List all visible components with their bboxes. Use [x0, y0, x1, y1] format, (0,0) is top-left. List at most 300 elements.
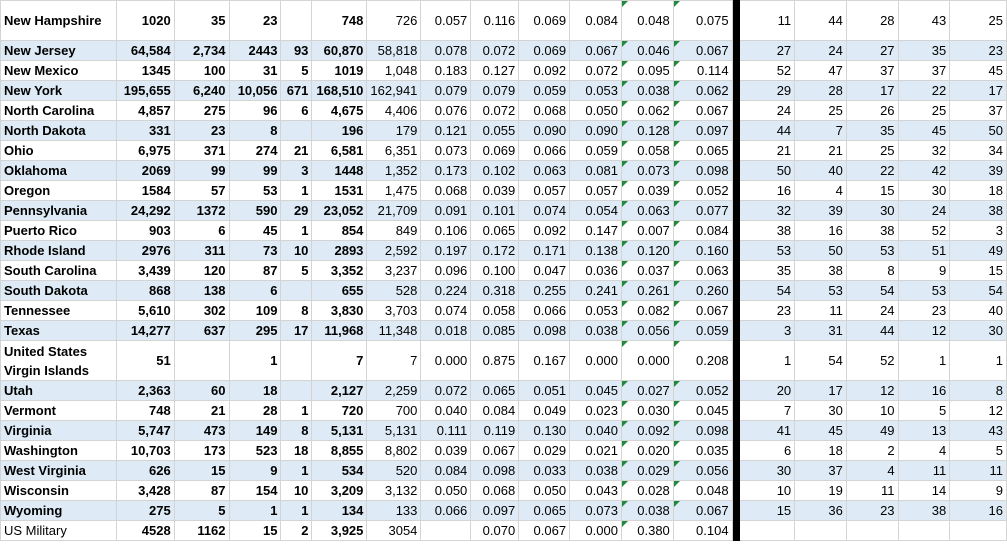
cell-c2[interactable]: 637: [174, 321, 229, 341]
cell-r2[interactable]: 0.085: [471, 321, 519, 341]
cell-r1[interactable]: 0.039: [421, 441, 471, 461]
cell-r5[interactable]: 0.038: [621, 81, 673, 101]
cell-r1[interactable]: 0.084: [421, 461, 471, 481]
cell-r5[interactable]: 0.062: [621, 101, 673, 121]
cell-r4[interactable]: 0.084: [570, 1, 622, 41]
row-label-cell[interactable]: Oregon: [1, 181, 117, 201]
cell-c1[interactable]: 2069: [116, 161, 174, 181]
cell-c5[interactable]: 3,830: [312, 301, 367, 321]
cell-k5[interactable]: 17: [950, 81, 1007, 101]
cell-k2[interactable]: 21: [795, 141, 847, 161]
cell-k3[interactable]: 27: [846, 41, 898, 61]
cell-k2[interactable]: 30: [795, 401, 847, 421]
cell-k3[interactable]: 28: [846, 1, 898, 41]
cell-r1[interactable]: 0.173: [421, 161, 471, 181]
cell-r2[interactable]: 0.067: [471, 441, 519, 461]
cell-c2[interactable]: 173: [174, 441, 229, 461]
cell-k3[interactable]: 26: [846, 101, 898, 121]
cell-k4[interactable]: 14: [898, 481, 950, 501]
cell-r3[interactable]: 0.255: [519, 281, 570, 301]
cell-r6[interactable]: 0.077: [673, 201, 732, 221]
row-label-cell[interactable]: US Military: [1, 521, 117, 541]
cell-r2[interactable]: 0.065: [471, 221, 519, 241]
cell-r4[interactable]: 0.045: [570, 381, 622, 401]
row-label-cell[interactable]: Pennsylvania: [1, 201, 117, 221]
cell-r3[interactable]: 0.167: [519, 341, 570, 381]
cell-k5[interactable]: 9: [950, 481, 1007, 501]
cell-r6[interactable]: 0.067: [673, 41, 732, 61]
cell-k4[interactable]: 4: [898, 441, 950, 461]
cell-c1[interactable]: 748: [116, 401, 174, 421]
cell-c6[interactable]: 849: [367, 221, 421, 241]
cell-k5[interactable]: 45: [950, 61, 1007, 81]
cell-k4[interactable]: 13: [898, 421, 950, 441]
cell-r1[interactable]: 0.072: [421, 381, 471, 401]
cell-r1[interactable]: 0.121: [421, 121, 471, 141]
cell-k5[interactable]: 37: [950, 101, 1007, 121]
cell-c3[interactable]: 45: [229, 221, 281, 241]
cell-c3[interactable]: 28: [229, 401, 281, 421]
cell-k5[interactable]: 5: [950, 441, 1007, 461]
cell-c1[interactable]: 903: [116, 221, 174, 241]
cell-c2[interactable]: 302: [174, 301, 229, 321]
cell-k5[interactable]: 23: [950, 41, 1007, 61]
cell-c5[interactable]: 23,052: [312, 201, 367, 221]
cell-r6[interactable]: 0.048: [673, 481, 732, 501]
cell-c2[interactable]: 35: [174, 1, 229, 41]
cell-r4[interactable]: 0.023: [570, 401, 622, 421]
row-label-cell[interactable]: North Carolina: [1, 101, 117, 121]
cell-r6[interactable]: 0.059: [673, 321, 732, 341]
row-label-cell[interactable]: Ohio: [1, 141, 117, 161]
cell-r4[interactable]: 0.054: [570, 201, 622, 221]
cell-c1[interactable]: 4,857: [116, 101, 174, 121]
cell-k3[interactable]: 8: [846, 261, 898, 281]
cell-c2[interactable]: 99: [174, 161, 229, 181]
cell-c3[interactable]: 109: [229, 301, 281, 321]
cell-k1[interactable]: 38: [739, 221, 795, 241]
cell-k4[interactable]: 25: [898, 101, 950, 121]
cell-k3[interactable]: 35: [846, 121, 898, 141]
cell-c4[interactable]: 3: [281, 161, 312, 181]
cell-r3[interactable]: 0.092: [519, 61, 570, 81]
cell-r6[interactable]: 0.097: [673, 121, 732, 141]
cell-k2[interactable]: 16: [795, 221, 847, 241]
cell-c4[interactable]: 2: [281, 521, 312, 541]
cell-c2[interactable]: 1372: [174, 201, 229, 221]
cell-c3[interactable]: 149: [229, 421, 281, 441]
cell-r3[interactable]: 0.057: [519, 181, 570, 201]
cell-r1[interactable]: 0.050: [421, 481, 471, 501]
cell-r3[interactable]: 0.069: [519, 41, 570, 61]
cell-r1[interactable]: 0.111: [421, 421, 471, 441]
cell-r3[interactable]: 0.069: [519, 1, 570, 41]
cell-r1[interactable]: 0.079: [421, 81, 471, 101]
cell-r5[interactable]: 0.073: [621, 161, 673, 181]
cell-r1[interactable]: 0.018: [421, 321, 471, 341]
cell-r2[interactable]: 0.070: [471, 521, 519, 541]
cell-k4[interactable]: 24: [898, 201, 950, 221]
row-label-cell[interactable]: Tennessee: [1, 301, 117, 321]
cell-r6[interactable]: 0.104: [673, 521, 732, 541]
cell-r6[interactable]: 0.035: [673, 441, 732, 461]
cell-c2[interactable]: 21: [174, 401, 229, 421]
cell-k2[interactable]: 54: [795, 341, 847, 381]
cell-c5[interactable]: 1448: [312, 161, 367, 181]
cell-k1[interactable]: 20: [739, 381, 795, 401]
cell-k4[interactable]: 37: [898, 61, 950, 81]
cell-k1[interactable]: 44: [739, 121, 795, 141]
cell-c1[interactable]: 5,747: [116, 421, 174, 441]
cell-k5[interactable]: 50: [950, 121, 1007, 141]
cell-r2[interactable]: 0.318: [471, 281, 519, 301]
cell-c6[interactable]: 1,475: [367, 181, 421, 201]
cell-r5[interactable]: 0.082: [621, 301, 673, 321]
cell-c2[interactable]: 2,734: [174, 41, 229, 61]
row-label-cell[interactable]: Wyoming: [1, 501, 117, 521]
cell-k4[interactable]: 38: [898, 501, 950, 521]
row-label-cell[interactable]: Texas: [1, 321, 117, 341]
cell-c5[interactable]: 1019: [312, 61, 367, 81]
cell-c2[interactable]: 60: [174, 381, 229, 401]
cell-k4[interactable]: 42: [898, 161, 950, 181]
cell-k2[interactable]: 50: [795, 241, 847, 261]
cell-k4[interactable]: 43: [898, 1, 950, 41]
cell-r3[interactable]: 0.033: [519, 461, 570, 481]
cell-c4[interactable]: 1: [281, 221, 312, 241]
cell-k3[interactable]: 24: [846, 301, 898, 321]
cell-k1[interactable]: 1: [739, 341, 795, 381]
cell-r4[interactable]: 0.090: [570, 121, 622, 141]
cell-k3[interactable]: 15: [846, 181, 898, 201]
cell-k3[interactable]: 54: [846, 281, 898, 301]
cell-r6[interactable]: 0.075: [673, 1, 732, 41]
cell-r4[interactable]: 0.067: [570, 41, 622, 61]
cell-k1[interactable]: 21: [739, 141, 795, 161]
cell-r5[interactable]: 0.063: [621, 201, 673, 221]
cell-k1[interactable]: 23: [739, 301, 795, 321]
cell-r6[interactable]: 0.065: [673, 141, 732, 161]
cell-c3[interactable]: 154: [229, 481, 281, 501]
cell-r2[interactable]: 0.058: [471, 301, 519, 321]
cell-r4[interactable]: 0.138: [570, 241, 622, 261]
cell-r4[interactable]: 0.036: [570, 261, 622, 281]
row-label-cell[interactable]: Wisconsin: [1, 481, 117, 501]
cell-k5[interactable]: 11: [950, 461, 1007, 481]
cell-r4[interactable]: 0.021: [570, 441, 622, 461]
cell-r4[interactable]: 0.072: [570, 61, 622, 81]
cell-r3[interactable]: 0.029: [519, 441, 570, 461]
cell-r2[interactable]: 0.039: [471, 181, 519, 201]
cell-k5[interactable]: 38: [950, 201, 1007, 221]
cell-k4[interactable]: 35: [898, 41, 950, 61]
cell-r5[interactable]: 0.038: [621, 501, 673, 521]
cell-k2[interactable]: 11: [795, 301, 847, 321]
cell-c1[interactable]: 3,428: [116, 481, 174, 501]
cell-k5[interactable]: 25: [950, 1, 1007, 41]
cell-r3[interactable]: 0.090: [519, 121, 570, 141]
cell-k3[interactable]: 11: [846, 481, 898, 501]
cell-k5[interactable]: 34: [950, 141, 1007, 161]
cell-c6[interactable]: 700: [367, 401, 421, 421]
cell-k4[interactable]: 52: [898, 221, 950, 241]
cell-c5[interactable]: 720: [312, 401, 367, 421]
cell-r3[interactable]: 0.171: [519, 241, 570, 261]
row-label-cell[interactable]: South Carolina: [1, 261, 117, 281]
cell-c2[interactable]: 138: [174, 281, 229, 301]
cell-c4[interactable]: 10: [281, 241, 312, 261]
row-label-cell[interactable]: Rhode Island: [1, 241, 117, 261]
cell-k2[interactable]: 18: [795, 441, 847, 461]
cell-c1[interactable]: 4528: [116, 521, 174, 541]
cell-c3[interactable]: 53: [229, 181, 281, 201]
cell-c3[interactable]: 1: [229, 501, 281, 521]
cell-c2[interactable]: 87: [174, 481, 229, 501]
row-label-cell[interactable]: Oklahoma: [1, 161, 117, 181]
cell-c3[interactable]: 31: [229, 61, 281, 81]
cell-k3[interactable]: 52: [846, 341, 898, 381]
cell-k3[interactable]: [846, 521, 898, 541]
cell-k5[interactable]: 40: [950, 301, 1007, 321]
cell-r4[interactable]: 0.081: [570, 161, 622, 181]
cell-k5[interactable]: 30: [950, 321, 1007, 341]
cell-k5[interactable]: 43: [950, 421, 1007, 441]
cell-c6[interactable]: 3,703: [367, 301, 421, 321]
cell-c4[interactable]: [281, 1, 312, 41]
cell-r4[interactable]: 0.059: [570, 141, 622, 161]
cell-r3[interactable]: 0.130: [519, 421, 570, 441]
cell-c2[interactable]: [174, 341, 229, 381]
row-label-cell[interactable]: New Hampshire: [1, 1, 117, 41]
row-label-cell[interactable]: Washington: [1, 441, 117, 461]
cell-r6[interactable]: 0.208: [673, 341, 732, 381]
cell-r6[interactable]: 0.114: [673, 61, 732, 81]
cell-k2[interactable]: 53: [795, 281, 847, 301]
cell-c4[interactable]: 1: [281, 181, 312, 201]
cell-r5[interactable]: 0.037: [621, 261, 673, 281]
cell-c6[interactable]: 58,818: [367, 41, 421, 61]
cell-k1[interactable]: [739, 521, 795, 541]
row-label-cell[interactable]: New York: [1, 81, 117, 101]
cell-c4[interactable]: 10: [281, 481, 312, 501]
cell-r5[interactable]: 0.029: [621, 461, 673, 481]
cell-r5[interactable]: 0.007: [621, 221, 673, 241]
cell-c4[interactable]: 93: [281, 41, 312, 61]
cell-k3[interactable]: 23: [846, 501, 898, 521]
cell-k4[interactable]: 16: [898, 381, 950, 401]
cell-r6[interactable]: 0.260: [673, 281, 732, 301]
cell-c2[interactable]: 6: [174, 221, 229, 241]
cell-c3[interactable]: 73: [229, 241, 281, 261]
cell-k3[interactable]: 22: [846, 161, 898, 181]
cell-c1[interactable]: 51: [116, 341, 174, 381]
cell-k1[interactable]: 50: [739, 161, 795, 181]
row-label-cell[interactable]: Utah: [1, 381, 117, 401]
cell-k1[interactable]: 27: [739, 41, 795, 61]
cell-k5[interactable]: 39: [950, 161, 1007, 181]
cell-r5[interactable]: 0.030: [621, 401, 673, 421]
cell-r2[interactable]: 0.072: [471, 41, 519, 61]
cell-r6[interactable]: 0.056: [673, 461, 732, 481]
cell-k1[interactable]: 30: [739, 461, 795, 481]
cell-r2[interactable]: 0.100: [471, 261, 519, 281]
cell-c5[interactable]: 748: [312, 1, 367, 41]
cell-c5[interactable]: 655: [312, 281, 367, 301]
cell-c2[interactable]: 5: [174, 501, 229, 521]
cell-r6[interactable]: 0.098: [673, 161, 732, 181]
cell-r2[interactable]: 0.055: [471, 121, 519, 141]
cell-r2[interactable]: 0.127: [471, 61, 519, 81]
cell-c2[interactable]: 15: [174, 461, 229, 481]
cell-c4[interactable]: [281, 381, 312, 401]
cell-k4[interactable]: 12: [898, 321, 950, 341]
cell-c4[interactable]: 8: [281, 421, 312, 441]
cell-r1[interactable]: 0.066: [421, 501, 471, 521]
cell-k4[interactable]: 11: [898, 461, 950, 481]
cell-c1[interactable]: 2,363: [116, 381, 174, 401]
cell-r5[interactable]: 0.048: [621, 1, 673, 41]
cell-k5[interactable]: 3: [950, 221, 1007, 241]
cell-k5[interactable]: [950, 521, 1007, 541]
cell-c5[interactable]: 6,581: [312, 141, 367, 161]
cell-k1[interactable]: 10: [739, 481, 795, 501]
cell-r2[interactable]: 0.172: [471, 241, 519, 261]
cell-r3[interactable]: 0.066: [519, 141, 570, 161]
cell-r3[interactable]: 0.051: [519, 381, 570, 401]
cell-c2[interactable]: 1162: [174, 521, 229, 541]
cell-r3[interactable]: 0.092: [519, 221, 570, 241]
cell-c5[interactable]: 3,209: [312, 481, 367, 501]
cell-c3[interactable]: 523: [229, 441, 281, 461]
cell-k1[interactable]: 15: [739, 501, 795, 521]
cell-c6[interactable]: 2,259: [367, 381, 421, 401]
cell-r5[interactable]: 0.095: [621, 61, 673, 81]
cell-r6[interactable]: 0.084: [673, 221, 732, 241]
cell-r4[interactable]: 0.073: [570, 501, 622, 521]
cell-r5[interactable]: 0.128: [621, 121, 673, 141]
cell-r5[interactable]: 0.058: [621, 141, 673, 161]
cell-c6[interactable]: 5,131: [367, 421, 421, 441]
cell-k3[interactable]: 12: [846, 381, 898, 401]
cell-c1[interactable]: 3,439: [116, 261, 174, 281]
cell-c5[interactable]: 5,131: [312, 421, 367, 441]
cell-k2[interactable]: 7: [795, 121, 847, 141]
cell-r1[interactable]: 0.224: [421, 281, 471, 301]
cell-c3[interactable]: 295: [229, 321, 281, 341]
cell-r1[interactable]: 0.068: [421, 181, 471, 201]
cell-r3[interactable]: 0.065: [519, 501, 570, 521]
cell-k5[interactable]: 8: [950, 381, 1007, 401]
cell-c4[interactable]: [281, 281, 312, 301]
cell-c4[interactable]: [281, 121, 312, 141]
cell-k4[interactable]: 30: [898, 181, 950, 201]
cell-c3[interactable]: 96: [229, 101, 281, 121]
cell-k1[interactable]: 6: [739, 441, 795, 461]
cell-r1[interactable]: 0.073: [421, 141, 471, 161]
cell-r3[interactable]: 0.098: [519, 321, 570, 341]
cell-r1[interactable]: 0.106: [421, 221, 471, 241]
cell-c2[interactable]: 120: [174, 261, 229, 281]
cell-r6[interactable]: 0.063: [673, 261, 732, 281]
cell-c6[interactable]: 528: [367, 281, 421, 301]
cell-r3[interactable]: 0.066: [519, 301, 570, 321]
cell-r3[interactable]: 0.050: [519, 481, 570, 501]
cell-k3[interactable]: 17: [846, 81, 898, 101]
cell-c4[interactable]: 671: [281, 81, 312, 101]
cell-c3[interactable]: 15: [229, 521, 281, 541]
cell-c3[interactable]: 6: [229, 281, 281, 301]
cell-r4[interactable]: 0.057: [570, 181, 622, 201]
cell-r6[interactable]: 0.067: [673, 501, 732, 521]
cell-k2[interactable]: 19: [795, 481, 847, 501]
row-label-cell[interactable]: West Virginia: [1, 461, 117, 481]
cell-r4[interactable]: 0.053: [570, 301, 622, 321]
cell-c2[interactable]: 6,240: [174, 81, 229, 101]
cell-k3[interactable]: 4: [846, 461, 898, 481]
cell-r6[interactable]: 0.045: [673, 401, 732, 421]
cell-r3[interactable]: 0.068: [519, 101, 570, 121]
cell-c1[interactable]: 626: [116, 461, 174, 481]
cell-c2[interactable]: 473: [174, 421, 229, 441]
cell-c3[interactable]: 23: [229, 1, 281, 41]
row-label-cell[interactable]: United States Virgin Islands: [1, 341, 117, 381]
row-label-cell[interactable]: South Dakota: [1, 281, 117, 301]
cell-c5[interactable]: 8,855: [312, 441, 367, 461]
cell-k1[interactable]: 53: [739, 241, 795, 261]
cell-c6[interactable]: 2,592: [367, 241, 421, 261]
cell-c2[interactable]: 311: [174, 241, 229, 261]
cell-c4[interactable]: 18: [281, 441, 312, 461]
row-label-cell[interactable]: New Mexico: [1, 61, 117, 81]
cell-r1[interactable]: 0.057: [421, 1, 471, 41]
cell-r1[interactable]: 0.074: [421, 301, 471, 321]
cell-c3[interactable]: 87: [229, 261, 281, 281]
cell-r6[interactable]: 0.160: [673, 241, 732, 261]
cell-r1[interactable]: 0.197: [421, 241, 471, 261]
cell-r4[interactable]: 0.038: [570, 321, 622, 341]
cell-k2[interactable]: 36: [795, 501, 847, 521]
cell-c1[interactable]: 331: [116, 121, 174, 141]
cell-c5[interactable]: 2,127: [312, 381, 367, 401]
cell-r4[interactable]: 0.147: [570, 221, 622, 241]
cell-c1[interactable]: 6,975: [116, 141, 174, 161]
cell-k1[interactable]: 32: [739, 201, 795, 221]
cell-k4[interactable]: 22: [898, 81, 950, 101]
cell-r5[interactable]: 0.027: [621, 381, 673, 401]
cell-r4[interactable]: 0.038: [570, 461, 622, 481]
cell-c4[interactable]: 6: [281, 101, 312, 121]
cell-k1[interactable]: 3: [739, 321, 795, 341]
cell-k4[interactable]: 51: [898, 241, 950, 261]
cell-r2[interactable]: 0.102: [471, 161, 519, 181]
cell-c5[interactable]: 11,968: [312, 321, 367, 341]
cell-c6[interactable]: 8,802: [367, 441, 421, 461]
cell-k2[interactable]: 40: [795, 161, 847, 181]
cell-r6[interactable]: 0.052: [673, 381, 732, 401]
cell-c3[interactable]: 9: [229, 461, 281, 481]
cell-r1[interactable]: [421, 521, 471, 541]
cell-r1[interactable]: 0.076: [421, 101, 471, 121]
cell-k3[interactable]: 37: [846, 61, 898, 81]
cell-c6[interactable]: 3,132: [367, 481, 421, 501]
cell-r2[interactable]: 0.097: [471, 501, 519, 521]
cell-c5[interactable]: 196: [312, 121, 367, 141]
cell-c4[interactable]: 1: [281, 401, 312, 421]
cell-k5[interactable]: 16: [950, 501, 1007, 521]
cell-c5[interactable]: 534: [312, 461, 367, 481]
cell-k2[interactable]: 44: [795, 1, 847, 41]
cell-r3[interactable]: 0.067: [519, 521, 570, 541]
